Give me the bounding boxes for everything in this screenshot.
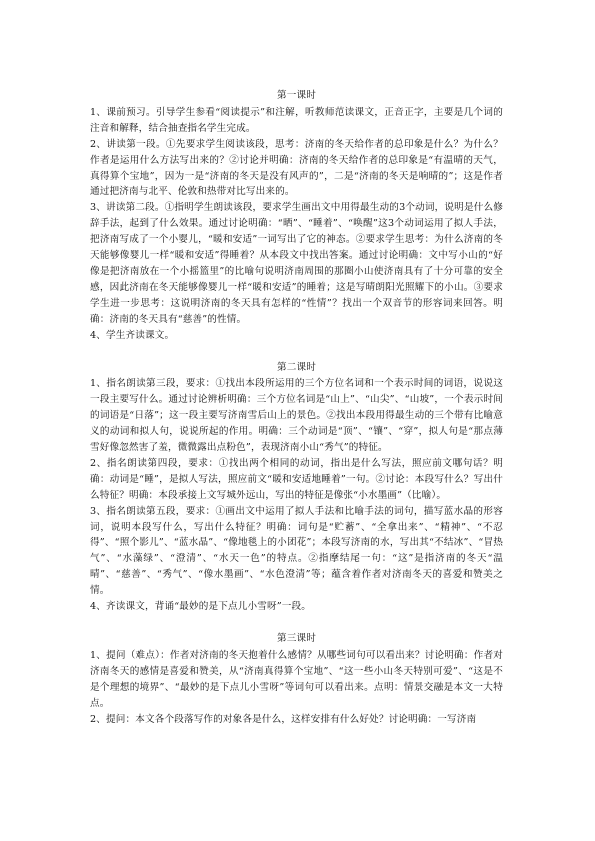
paragraph: 2、讲读第一段。①先要求学生阅读该段，思考：济南的冬天给作者的总印象是什么？为什么？作者是运用什么方法写出来的？②讨论并明确：济南的冬天给作者的总印象是“有温晴的天气，真得算个宝地”，因为一是“济南的冬天是没有风声的”，二是“济南的冬天是响晴的”；这是作者通过把济南与北平、伦敦和热带对比写出来的。	[90, 138, 503, 198]
paragraph: 2、提问：本文各个段落写作的对象各是什么，这样安排有什么好处？讨论明确：一写济南	[90, 713, 477, 725]
paragraph: 1、课前预习。引导学生参看“阅读提示”和注解，听教师范读课文，正音正字，主要是几个词的注音和解释，结合抽查指名学生完成。	[90, 106, 503, 134]
paragraph: 1、指名朗读第三段，要求：①找出本段所运用的三个方位名词和一个表示时间的词语，说说这一段主要写什么。通过讨论辨析明确：三个方位名词是“山上”、“山尖”、“山坡”，一个表示时间的词语是“日落”；这一段主要写济南雪后山上的景色。②找出本段用得最生动的三个带有比喻意义的动词和拟人句，说说所起的作用。明确：三个动词是“顶”、“镶”、“穿”，拟人句是“那点薄雪好像忽然害了羞，微微露出点粉色”，表现济南小山“秀气”的特征。	[90, 378, 503, 454]
paragraph: 2、指名朗读第四段，要求：①找出两个相同的动词，指出是什么写法，照应前文哪句话？明确：动词是“睡”，是拟人写法，照应前文“暖和安适地睡着”一句。②讨论：本段写什么？写出什么特征？明确：本段承接上文写城外远山，写出的特征是像张“小水墨画”（比喻）。	[90, 457, 503, 501]
lesson-heading: 第二课时	[277, 361, 316, 373]
paragraph: 3、指名朗读第五段，要求：①画出文中运用了拟人手法和比喻手法的词句，描写蓝水晶的形容词，说明本段写什么，写出什么特征？明确：词句是“贮蓄”、“全拿出来”、“精神”、“不忍得”、“照个影儿”、“蓝水晶”、“像地毯上的小团花”；本段写济南的水，写出其“不结冰”、“冒热气”、“水藻绿”、“澄清”、“水天一色”的特点。②指摩结尾一句：“这”是指济南的冬天“温晴”、“慈善”、“秀气”、“像水墨画”、“水色澄清”等；蕴含着作者对济南冬天的喜爱和赞美之情。	[90, 505, 503, 597]
paragraph: 4、学生齐读课文。	[90, 329, 175, 341]
lesson-heading: 第三课时	[277, 633, 316, 644]
paragraph: 3、讲读第二段。①指明学生朗读该段，要求学生画出文中用得最生动的3个动词，说明是什么修辞手法，起到了什么效果。通过讨论明确：“晒”、“睡着”、“唤醒”这3个动词运用了拟人手法，把济南写成了一个小婴儿，“暖和安适”一词写出了它的神态。②要求学生思考：为什么济南的冬天能够像婴儿一样“暖和安适”得睡着？从本段文中找出答案。通过讨论明确：文中写小山的“好像是把济南放在一个小摇篮里”的比喻句说明济南周围的那圈小山使济南具有了十分可靠的安全感，因此济南在冬天能够像婴儿一样“暖和安适”的睡着；这是写晴朗阳光照耀下的小山。③要求学生进一步思考：这说明济南的冬天具有怎样的“性情”？找出一个双音节的形容词来回答。明确：济南的冬天具有“慈善”的性情。	[90, 202, 503, 325]
lesson-section-2	[90, 360, 503, 616]
lesson-heading: 第一课时	[277, 90, 316, 101]
paragraph: 4、齐读课文，背诵“最妙的是下点儿小雪呀”一段。	[90, 601, 311, 613]
lesson-section-1	[90, 88, 503, 344]
lesson-section-3	[90, 631, 503, 727]
paragraph: 1、提问（难点）：作者对济南的冬天抱着什么感情？从哪些词句可以看出来？讨论明确：作者对济南冬天的感情是喜爱和赞美，从“济南真得算个宝地”、“这一些小山冬天特别可爱”、“这是不是个理想的境界”、“最妙的是下点儿小雪呀”等词句可以看出来。点明：情景交融是本文一大特点。	[90, 649, 503, 709]
